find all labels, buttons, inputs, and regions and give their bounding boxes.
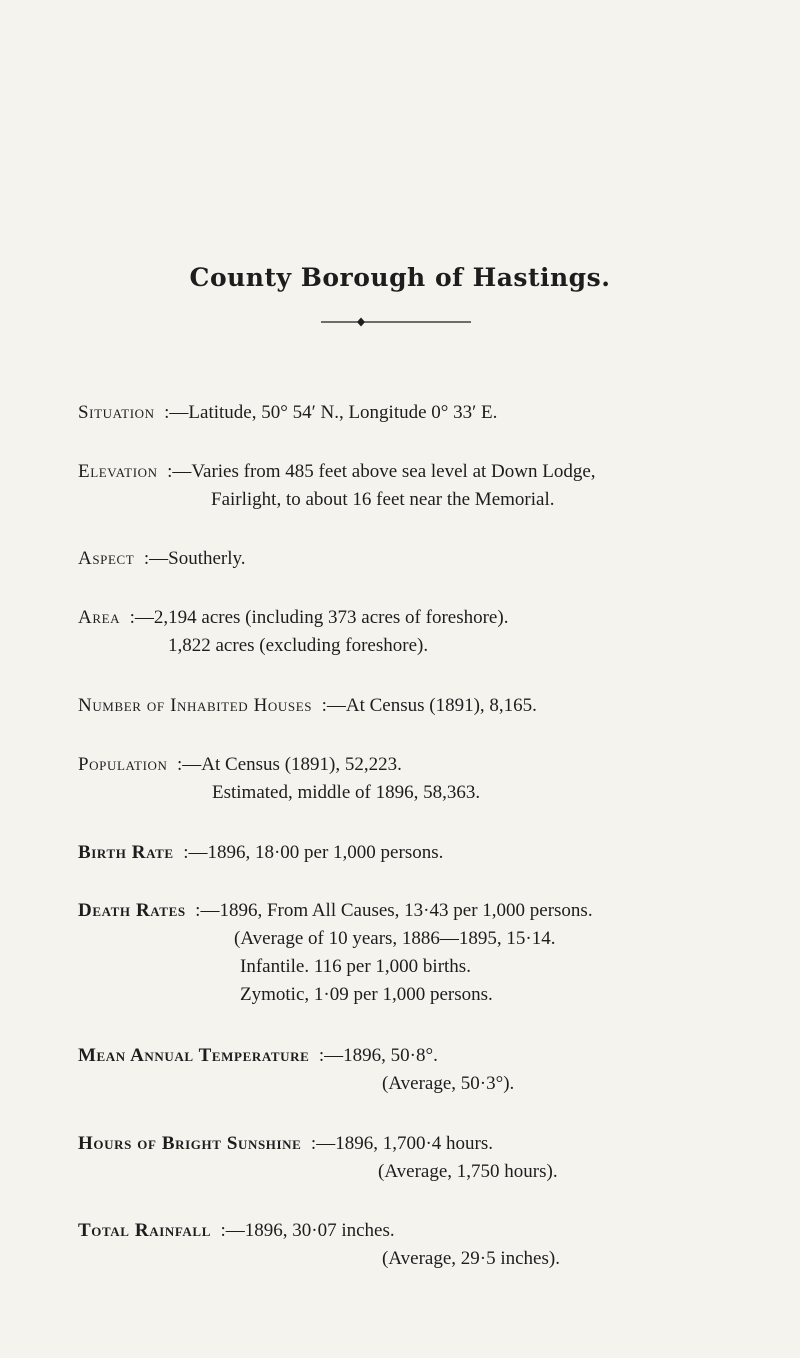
value-death-rates-3: Infantile. 116 per 1,000 births. xyxy=(240,956,471,977)
value-elevation-2: Fairlight, to about 16 feet near the Memorial. xyxy=(211,489,555,510)
heading-death-rates: Death Rates xyxy=(78,900,186,921)
value-houses-1: —At Census (1891), 8,165. xyxy=(326,695,537,716)
value-temperature-1: —1896, 50·8°. xyxy=(324,1045,438,1066)
value-situation-1: —Latitude, 50° 54′ N., Longitude 0° 33′ E. xyxy=(169,402,498,423)
value-death-rates-2: (Average of 10 years, 1886—1895, 15·14. xyxy=(234,928,556,949)
entry-death-rates: Death Rates :—1896, From All Causes, 13·43 per 1,000 persons. (Average of 10 years, 1886—1895, 15·14. Infantile. 116 per 1,000 births. Zymotic, 1·09 per 1,000 persons. xyxy=(78,897,728,1009)
entry-sunshine: Hours of Bright Sunshine :—1896, 1,700·4 hours. (Average, 1,750 hours). xyxy=(78,1130,728,1186)
entry-elevation: Elevation :—Varies from 485 feet above sea level at Down Lodge, Fairlight, to about 16 feet near the Memorial. xyxy=(78,458,728,514)
heading-temperature: Mean Annual Temperature xyxy=(78,1045,310,1066)
entry-aspect: Aspect :—Southerly. xyxy=(78,548,246,569)
entry-area: Area :—2,194 acres (including 373 acres of foreshore). 1,822 acres (excluding foreshore). xyxy=(78,604,728,660)
heading-houses: Number of Inhabited Houses xyxy=(78,695,313,716)
value-rainfall-2: (Average, 29·5 inches). xyxy=(382,1248,560,1269)
entry-temperature: Mean Annual Temperature :—1896, 50·8°. (Average, 50·3°). xyxy=(78,1042,728,1098)
heading-birth-rate: Birth Rate xyxy=(78,842,174,863)
value-death-rates-4: Zymotic, 1·09 per 1,000 persons. xyxy=(240,984,493,1005)
entry-rainfall: Total Rainfall :—1896, 30·07 inches. (Average, 29·5 inches). xyxy=(78,1217,728,1273)
heading-population: Population xyxy=(78,754,168,775)
heading-sunshine: Hours of Bright Sunshine xyxy=(78,1133,302,1154)
value-birth-rate-1: —1896, 18·00 per 1,000 persons. xyxy=(188,842,444,863)
heading-situation: Situation xyxy=(78,402,155,423)
value-population-1: —At Census (1891), 52,223. xyxy=(182,754,402,775)
value-temperature-2: (Average, 50·3°). xyxy=(382,1073,515,1094)
value-aspect-1: —Southerly. xyxy=(149,548,246,569)
heading-rainfall: Total Rainfall xyxy=(78,1220,211,1241)
value-area-1: —2,194 acres (including 373 acres of foreshore). xyxy=(134,607,509,628)
value-death-rates-1: —1896, From All Causes, 13·43 per 1,000 persons. xyxy=(200,900,593,921)
value-population-2: Estimated, middle of 1896, 58,363. xyxy=(212,782,481,803)
entry-birth-rate: Birth Rate :—1896, 18·00 per 1,000 persons. xyxy=(78,842,444,863)
heading-area: Area xyxy=(78,607,121,628)
title-divider xyxy=(321,316,471,328)
entry-population: Population :—At Census (1891), 52,223. Estimated, middle of 1896, 58,363. xyxy=(78,751,728,807)
page-title: County Borough of Hastings. xyxy=(189,263,611,292)
value-sunshine-1: —1896, 1,700·4 hours. xyxy=(316,1133,494,1154)
entry-houses: Number of Inhabited Houses :—At Census (1891), 8,165. xyxy=(78,695,537,716)
heading-elevation: Elevation xyxy=(78,461,158,482)
value-rainfall-1: —1896, 30·07 inches. xyxy=(225,1220,395,1241)
value-elevation-1: —Varies from 485 feet above sea level at Down Lodge, xyxy=(172,461,596,482)
value-area-2: 1,822 acres (excluding foreshore). xyxy=(168,635,429,656)
value-sunshine-2: (Average, 1,750 hours). xyxy=(378,1161,558,1182)
entry-situation: Situation :—Latitude, 50° 54′ N., Longitude 0° 33′ E. xyxy=(78,402,498,423)
heading-aspect: Aspect xyxy=(78,548,135,569)
